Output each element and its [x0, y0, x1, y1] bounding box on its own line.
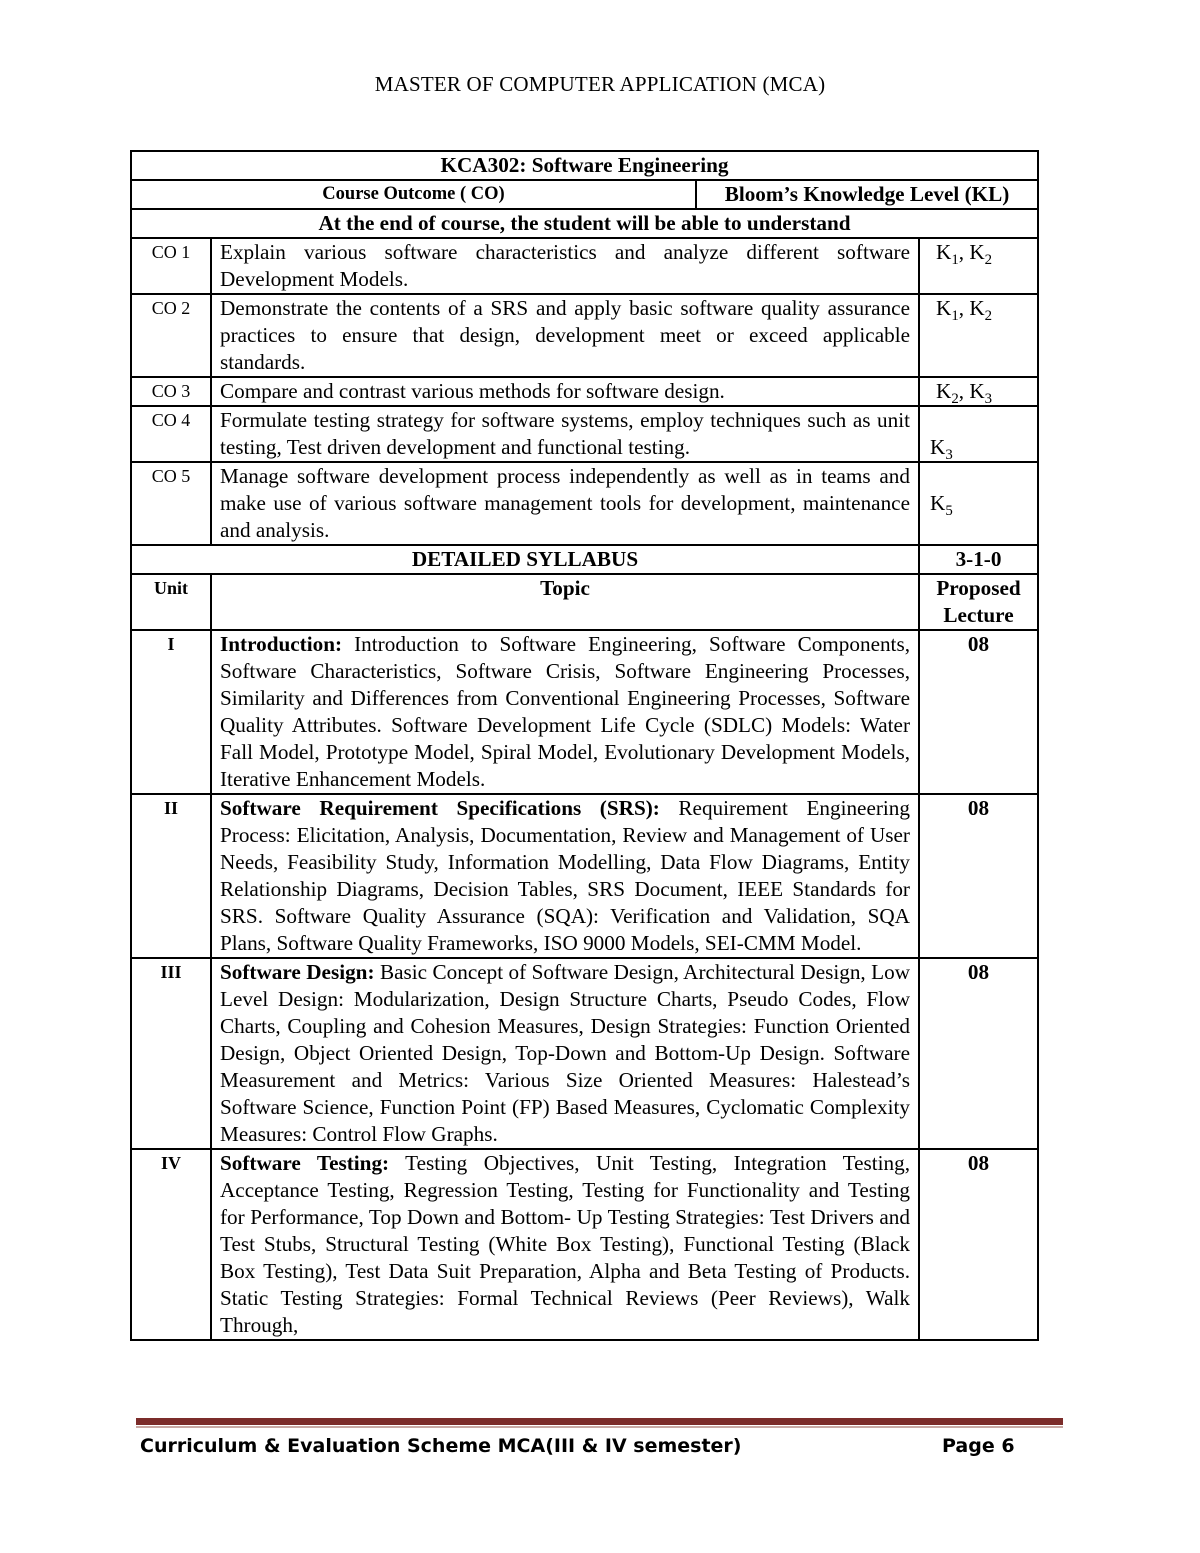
unit-number: II: [131, 794, 211, 958]
col-lecture: Proposed Lecture: [919, 574, 1038, 630]
col-unit: Unit: [131, 574, 211, 630]
unit-lectures: 08: [919, 1149, 1038, 1340]
outcome-kl: $K_3$: [919, 406, 1038, 462]
syllabus-title: DETAILED SYLLABUS: [131, 545, 919, 574]
outcome-row: [131, 406, 1038, 462]
unit-body: Requirement Engineering Process: Elicitation, Analysis, Documentation, Review and Management of User Needs, Feasibility Study, Information Modelling, Data Flow Diagrams, Entity Relationship Diagrams, Decision Tables, SRS Document, IEEE Standards for SRS. Software Quality Assurance (SQA): Verification and Validation, SQA Plans, Software Quality Frameworks, ISO 9000 Models, SEI-CMM Model.: [220, 796, 910, 955]
outcome-kl: $K_1$, $K_2$: [919, 238, 1038, 294]
page-number: Page 6: [942, 1435, 1015, 1457]
footer-scheme-label: Curriculum & Evaluation Scheme MCA(III & IV semester): [140, 1435, 742, 1457]
unit-heading: Software Design:: [220, 960, 375, 984]
course-outcome-header: Course Outcome ( CO): [132, 181, 697, 208]
unit-topic: [211, 794, 919, 958]
outcome-text: Compare and contrast various methods for software design.: [211, 377, 919, 406]
outcome-intro: At the end of course, the student will be able to understand: [131, 209, 1038, 238]
outcome-row: [131, 294, 1038, 377]
course-title-row: [131, 151, 1038, 180]
footer-divider-thin: [136, 1426, 1063, 1428]
unit-topic: [211, 630, 919, 794]
unit-heading: Software Testing:: [220, 1151, 390, 1175]
course-title: KCA302: Software Engineering: [131, 151, 1038, 180]
outcome-id: CO 2: [131, 294, 211, 377]
outcome-row: [131, 238, 1038, 294]
syllabus-title-row: [131, 545, 1038, 574]
unit-body: Basic Concept of Software Design, Architectural Design, Low Level Design: Modularization, Design Structure Charts, Pseudo Codes, Flow Charts, Coupling and Cohesion Measures, Design Strategies: Function Oriented Design, Object Oriented Design, Top-Down and Bottom-Up Design. Software Measurement and Metrics: Various Size Oriented Measures: Halestead’s Software Science, Function Point (FP) Based Measures, Cyclomatic Complexity Measures: Control Flow Graphs.: [220, 960, 910, 1146]
unit-topic: [211, 958, 919, 1149]
unit-row: [131, 958, 1038, 1149]
outcome-text: Formulate testing strategy for software systems, employ techniques such as unit testing, Test driven development and functional testing.: [211, 406, 919, 462]
outcome-header-row: [131, 180, 1038, 209]
unit-row: [131, 1149, 1038, 1340]
page-title: MASTER OF COMPUTER APPLICATION (MCA): [374, 72, 826, 96]
unit-lectures: 08: [919, 958, 1038, 1149]
ltp: 3-1-0: [919, 545, 1038, 574]
outcome-kl: $K_2$, $K_3$: [919, 377, 1038, 406]
unit-row: [131, 630, 1038, 794]
unit-body: Testing Objectives, Unit Testing, Integration Testing, Acceptance Testing, Regression Testing, Testing for Functionality and Testing for Performance, Top Down and Bottom- Up Testing Strategies: Test Drivers and Test Stubs, Structural Testing (White Box Testing), Functional Testing (Black Box Testing), Test Data Suit Preparation, Alpha and Beta Testing of Products. Static Testing Strategies: Formal Technical Reviews (Peer Reviews), Walk Through,: [220, 1151, 910, 1337]
outcome-text: Demonstrate the contents of a SRS and apply basic software quality assurance practices to ensure that design, development meet or exceed applicable standards.: [211, 294, 919, 377]
outcome-kl: $K_5$: [919, 462, 1038, 545]
unit-heading: Introduction:: [220, 632, 343, 656]
unit-lectures: 08: [919, 630, 1038, 794]
kl-header: Bloom’s Knowledge Level (KL): [724, 182, 1010, 206]
unit-number: IV: [131, 1149, 211, 1340]
outcome-kl: $K_1$, $K_2$: [919, 294, 1038, 377]
outcome-id: CO 1: [131, 238, 211, 294]
syllabus-header-row: [131, 574, 1038, 630]
outcome-row: [131, 377, 1038, 406]
outcome-id: CO 5: [131, 462, 211, 545]
outcome-intro-row: [131, 209, 1038, 238]
unit-body: Introduction to Software Engineering, Software Components, Software Characteristics, Software Crisis, Software Engineering Processes, Similarity and Differences from Conventional Engineering Processes, Software Quality Attributes. Software Development Life Cycle (SDLC) Models: Water Fall Model, Prototype Model, Spiral Model, Evolutionary Development Models, Iterative Enhancement Models.: [220, 632, 910, 791]
footer-divider: [136, 1418, 1063, 1425]
unit-heading: Software Requirement Specifications (SRS):: [220, 796, 660, 820]
outcome-text: Explain various software characteristics and analyze different software Development Models.: [211, 238, 919, 294]
unit-row: [131, 794, 1038, 958]
unit-number: I: [131, 630, 211, 794]
unit-number: III: [131, 958, 211, 1149]
unit-lectures: 08: [919, 794, 1038, 958]
col-topic: Topic: [211, 574, 919, 630]
outcome-row: [131, 462, 1038, 545]
outcome-id: CO 3: [131, 377, 211, 406]
syllabus-table: [130, 150, 1039, 1341]
outcome-id: CO 4: [131, 406, 211, 462]
outcome-text: Manage software development process independently as well as in teams and make use of various software management tools for development, maintenance and analysis.: [211, 462, 919, 545]
unit-topic: [211, 1149, 919, 1340]
